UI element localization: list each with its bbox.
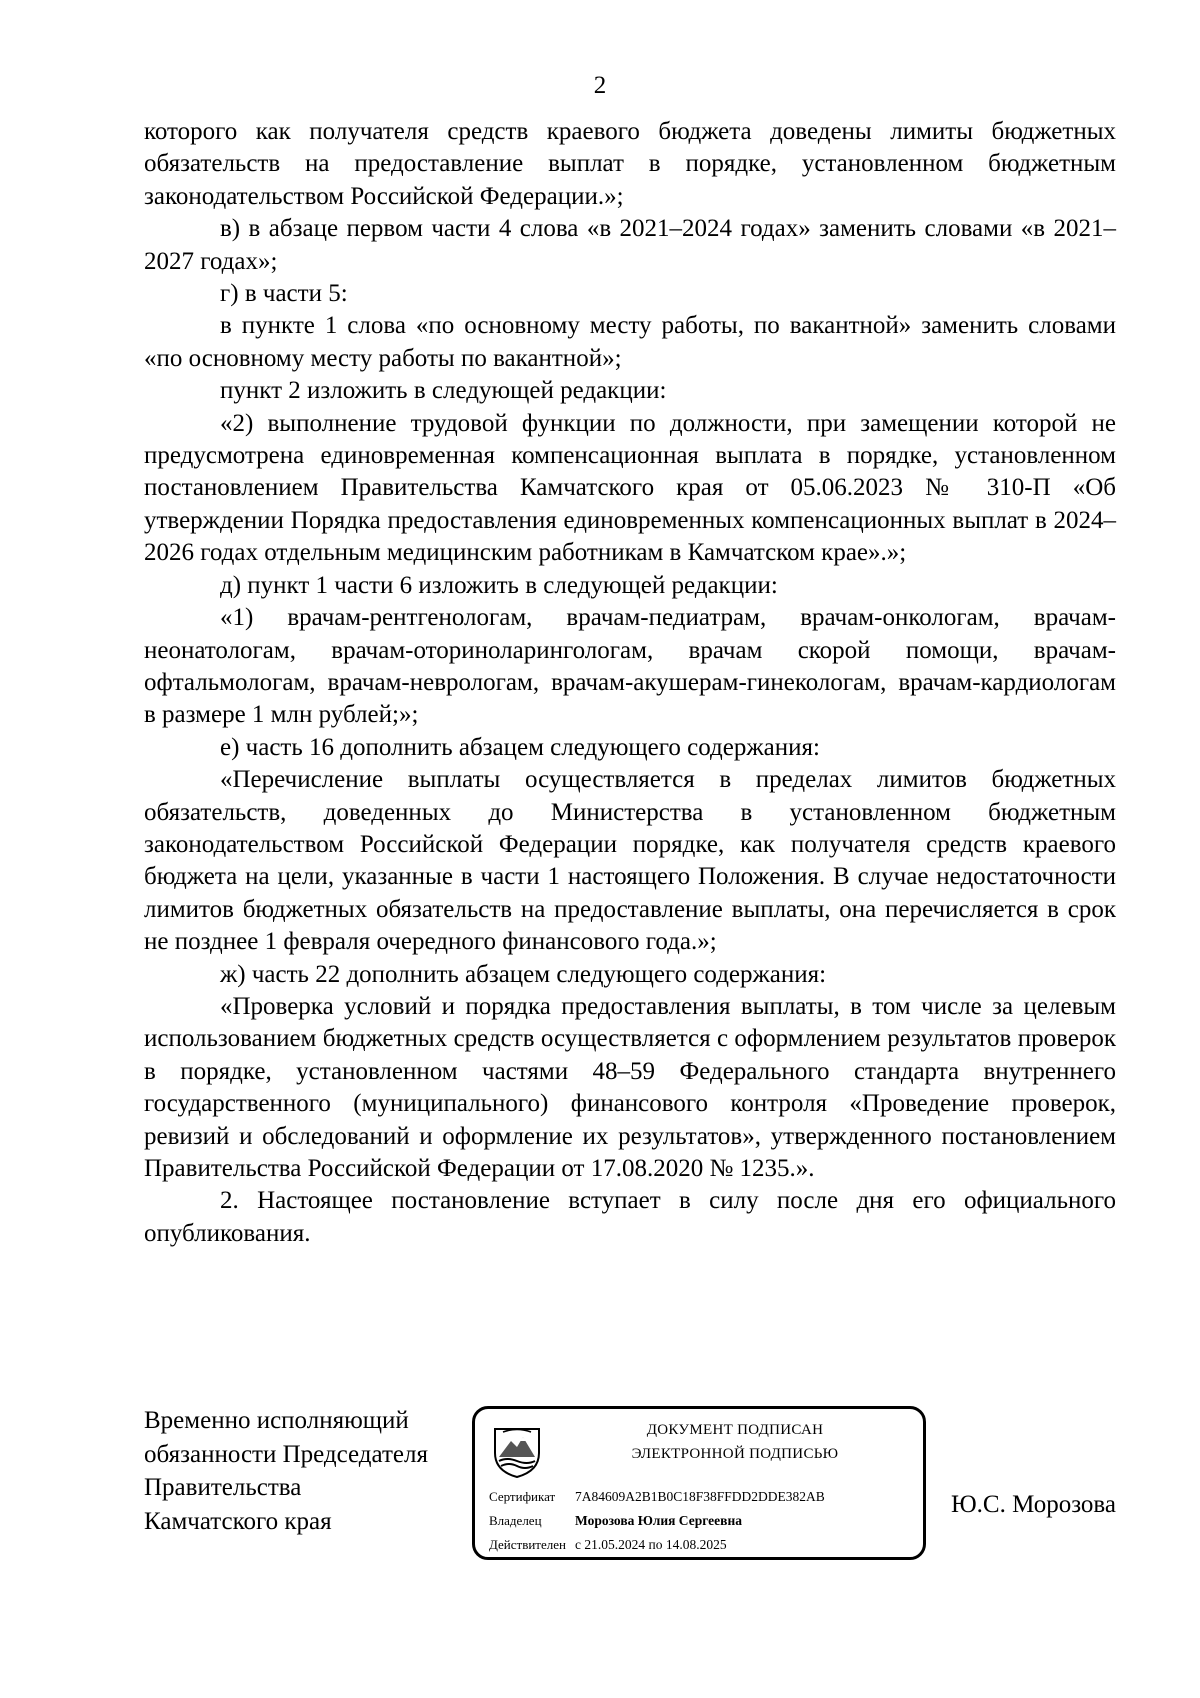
stamp-title: ДОКУМЕНТ ПОДПИСАН <box>646 1422 824 1438</box>
owner-label: Владелец <box>489 1513 542 1528</box>
paragraph: которого как получателя средств краевого бюджета доведены лимиты бюджетных обязательств на предоставление выплат в порядке, установленном бюджетным законодательством Российской Федерации.»; <box>144 118 1116 210</box>
paragraph: «1) врачам-рентгенологам, врачам-педиатрам, врачам-онкологам, врачам-неонатологам, врачам-оториноларингологам, врачам скорой помощи, врачам-офтальмологам, врачам-неврологам, врачам-акушерам-гинекологам, врачам-кардиологам в размере 1 млн рублей;»; <box>144 604 1116 729</box>
kamchatka-coat-of-arms-icon <box>489 1423 545 1479</box>
paragraph: «2) выполнение трудовой функции по должности, при замещении которой не предусмотрена единовременная компенсационная выплата в порядке, установленном постановлением Правительства Камчатского края от 05.06.2023 № 310-П «Об утверждении Порядка предоставления единовременных компенсационных выплат в 2024–2026 годах отдельным медицинским работникам в Камчатском крае».»; <box>144 409 1116 567</box>
paragraph: 2. Настоящее постановление вступает в силу после дня его официального опубликования. <box>144 1187 1116 1247</box>
page-number: 2 <box>593 72 607 99</box>
paragraph: «Проверка условий и порядка предоставления выплаты, в том числе за целевым использованием бюджетных средств осуществляется с оформлением результатов проверок в порядке, установленном частями 48–59 Федерального стандарта внутреннего государственного (муниципального) финансового контроля «Проведение проверок, ревизий и обследований и оформление их результатов», утвержденного постановлением Правительства Российской Федерации от 17.08.2020 № 1235.». <box>144 992 1116 1182</box>
paragraph: д) пункт 1 части 6 изложить в следующей редакции: <box>220 571 778 599</box>
validity-row <box>489 1537 727 1553</box>
signer-position-line: обязанности Председателя <box>144 1440 428 1468</box>
certificate-row <box>489 1489 825 1505</box>
paragraph: ж) часть 22 дополнить абзацем следующего содержания: <box>220 960 827 988</box>
electronic-signature-stamp <box>472 1406 926 1560</box>
stamp-subtitle: ЭЛЕКТРОННОЙ ПОДПИСЬЮ <box>631 1446 839 1462</box>
paragraph: е) часть 16 дополнить абзацем следующего содержания: <box>220 733 820 761</box>
signer-position-line: Правительства <box>144 1474 302 1501</box>
signer-position-line: Временно исполняющий <box>144 1407 409 1434</box>
certificate-value: 7A84609A2B1B0C18F38FFDD2DDE382AB <box>575 1489 825 1504</box>
document-body <box>144 116 1116 1250</box>
signer-position <box>144 1404 428 1538</box>
paragraph: «Перечисление выплаты осуществляется в пределах лимитов бюджетных обязательств, доведенных до Министерства в установленном бюджетным законодательством Российской Федерации порядке, как получателя средств краевого бюджета на цели, указанные в части 1 настоящего Положения. В случае недостаточности лимитов бюджетных обязательств на предоставление выплаты, она перечисляется в срок не позднее 1 февраля очередного финансового года.»; <box>144 766 1116 956</box>
signer-name: Ю.С. Морозова <box>950 1491 1116 1518</box>
signer-position-line: Камчатского края <box>144 1507 332 1535</box>
owner-value: Морозова Юлия Сергеевна <box>575 1513 742 1528</box>
validity-label: Действителен <box>489 1537 566 1552</box>
paragraph: пункт 2 изложить в следующей редакции: <box>220 377 667 405</box>
validity-value: с 21.05.2024 по 14.08.2025 <box>575 1537 727 1552</box>
owner-row <box>489 1513 742 1529</box>
certificate-label: Сертификат <box>489 1489 556 1504</box>
paragraph: г) в части 5: <box>220 280 348 308</box>
paragraph: в) в абзаце первом части 4 слова «в 2021–2024 годах» заменить словами «в 2021–2027 годах»; <box>144 215 1116 275</box>
paragraph: в пункте 1 слова «по основному месту работы, по вакантной» заменить словами «по основному месту работы по вакантной»; <box>144 312 1116 372</box>
